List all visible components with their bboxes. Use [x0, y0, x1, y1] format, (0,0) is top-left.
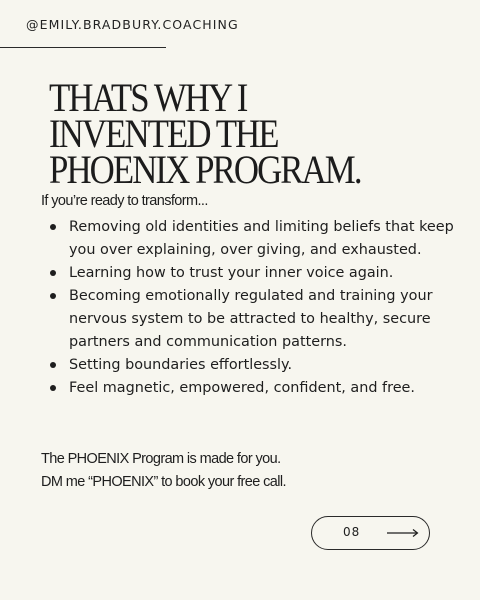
list-item: Removing old identities and limiting beliefs that keep you over explaining, over giving, and exhausted.: [48, 216, 468, 262]
cta-line-2: DM me “PHOENIX” to book your free call.: [41, 474, 286, 490]
headline-line-1: THATS WHY I: [49, 75, 247, 120]
intro-text: If you’re ready to transform...: [41, 193, 208, 209]
header-divider: [0, 47, 166, 48]
list-item: Learning how to trust your inner voice again.: [48, 262, 468, 285]
list-item: Feel magnetic, empowered, confident, and free.: [48, 377, 468, 400]
arrow-right-icon: [387, 528, 419, 538]
headline-line-2: INVENTED THE: [49, 111, 278, 156]
cta-line-1: The PHOENIX Program is made for you.: [41, 451, 281, 467]
account-handle: @EMILY.BRADBURY.COACHING: [26, 17, 239, 32]
headline: [49, 75, 361, 192]
list-item: Setting boundaries effortlessly.: [48, 354, 468, 377]
headline-line-3: PHOENIX PROGRAM.: [49, 147, 361, 192]
benefit-list: [48, 216, 468, 400]
list-item: Becoming emotionally regulated and training your nervous system to be attracted to healthy, secure partners and communication patterns.: [48, 285, 468, 354]
next-page-button[interactable]: [311, 516, 430, 550]
page-number: 08: [343, 525, 361, 539]
